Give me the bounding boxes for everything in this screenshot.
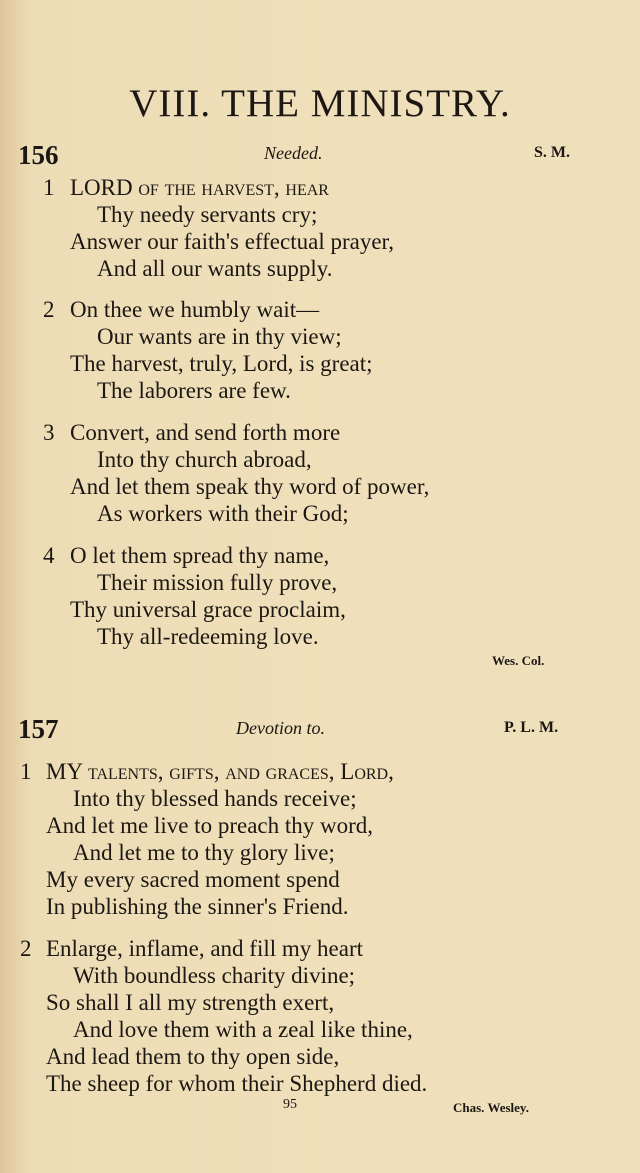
hymn-156-stanza-2-line-1: On thee we humbly wait— <box>70 297 320 322</box>
hymn-156-stanza-1-line-4: And all our wants supply. <box>97 256 333 281</box>
hymn-157-number: 157 <box>18 714 59 744</box>
hymn-156-meter: S. M. <box>534 144 570 161</box>
hymn-156-stanza-4-line-3: Thy universal grace proclaim, <box>70 597 346 622</box>
hymn-157-stanza-2-line-5: And lead them to thy open side, <box>46 1044 340 1069</box>
hymn-156-stanza-4-number: 4 <box>43 543 55 568</box>
hymn-157-stanza-1-line-2: Into thy blessed hands receive; <box>73 786 357 811</box>
hymn-157-stanza-2-line-4: And love them with a zeal like thine, <box>73 1017 413 1042</box>
hymn-157-stanza-1-line-6: In publishing the sinner's Friend. <box>46 894 349 919</box>
hymn-157-stanza-2-line-1: Enlarge, inflame, and fill my heart <box>46 936 363 961</box>
hymn-156-stanza-4-line-1: O let them spread thy name, <box>70 543 330 568</box>
hymn-156-stanza-1-number: 1 <box>43 175 55 200</box>
hymn-156-stanza-4-line-4: Thy all-redeeming love. <box>97 624 319 649</box>
hymn-156-stanza-1-line-1: LORD of the harvest, hear <box>70 175 329 200</box>
hymn-157-attribution: Chas. Wesley. <box>453 1100 529 1115</box>
hymn-157-subject: Devotion to. <box>236 718 325 738</box>
hymn-156-stanza-2-line-3: The harvest, truly, Lord, is great; <box>70 351 373 376</box>
hymn-157-meter: P. L. M. <box>504 719 559 736</box>
hymn-156-stanza-3-number: 3 <box>43 420 55 445</box>
hymn-157-stanza-1-line-5: My every sacred moment spend <box>46 867 340 892</box>
hymn-157-stanza-1-line-4: And let me to thy glory live; <box>73 840 335 865</box>
hymn-156-stanza-4-line-2: Their mission fully prove, <box>97 570 338 595</box>
hymn-157-stanza-1-number: 1 <box>20 759 32 784</box>
hymn-157-stanza-1-line-3: And let me live to preach thy word, <box>46 813 374 838</box>
page-number: 95 <box>283 1097 297 1112</box>
hymn-156-stanza-2-line-2: Our wants are in thy view; <box>97 324 342 349</box>
hymn-156-stanza-2-line-4: The laborers are few. <box>97 378 291 403</box>
hymn-157-stanza-2-number: 2 <box>20 936 32 961</box>
hymn-156-stanza-1-line-3: Answer our faith's effectual prayer, <box>70 229 395 254</box>
hymn-157-stanza-2-line-2: With boundless charity divine; <box>73 963 356 988</box>
hymn-156-stanza-2-number: 2 <box>43 297 55 322</box>
hymn-156-stanza-3-line-1: Convert, and send forth more <box>70 420 341 445</box>
hymn-157-stanza-1-line-1: MY talents, gifts, and graces, Lord, <box>46 759 394 784</box>
hymn-156-stanza-3-line-4: As workers with their God; <box>97 501 349 526</box>
hymn-156-stanza-3-line-2: Into thy church abroad, <box>97 447 312 472</box>
hymn-156-number: 156 <box>18 140 59 170</box>
hymn-157-stanza-2-line-6: The sheep for whom their Shepherd died. <box>46 1071 428 1096</box>
hymn-156-attribution: Wes. Col. <box>492 653 545 668</box>
section-title: VIII. THE MINISTRY. <box>129 82 511 125</box>
hymn-156-stanza-1-line-2: Thy needy servants cry; <box>97 202 318 227</box>
hymn-156-stanza-3-line-3: And let them speak thy word of power, <box>70 474 430 499</box>
hymn-156-subject: Needed. <box>264 143 323 163</box>
hymn-157-stanza-2-line-3: So shall I all my strength exert, <box>46 990 335 1015</box>
